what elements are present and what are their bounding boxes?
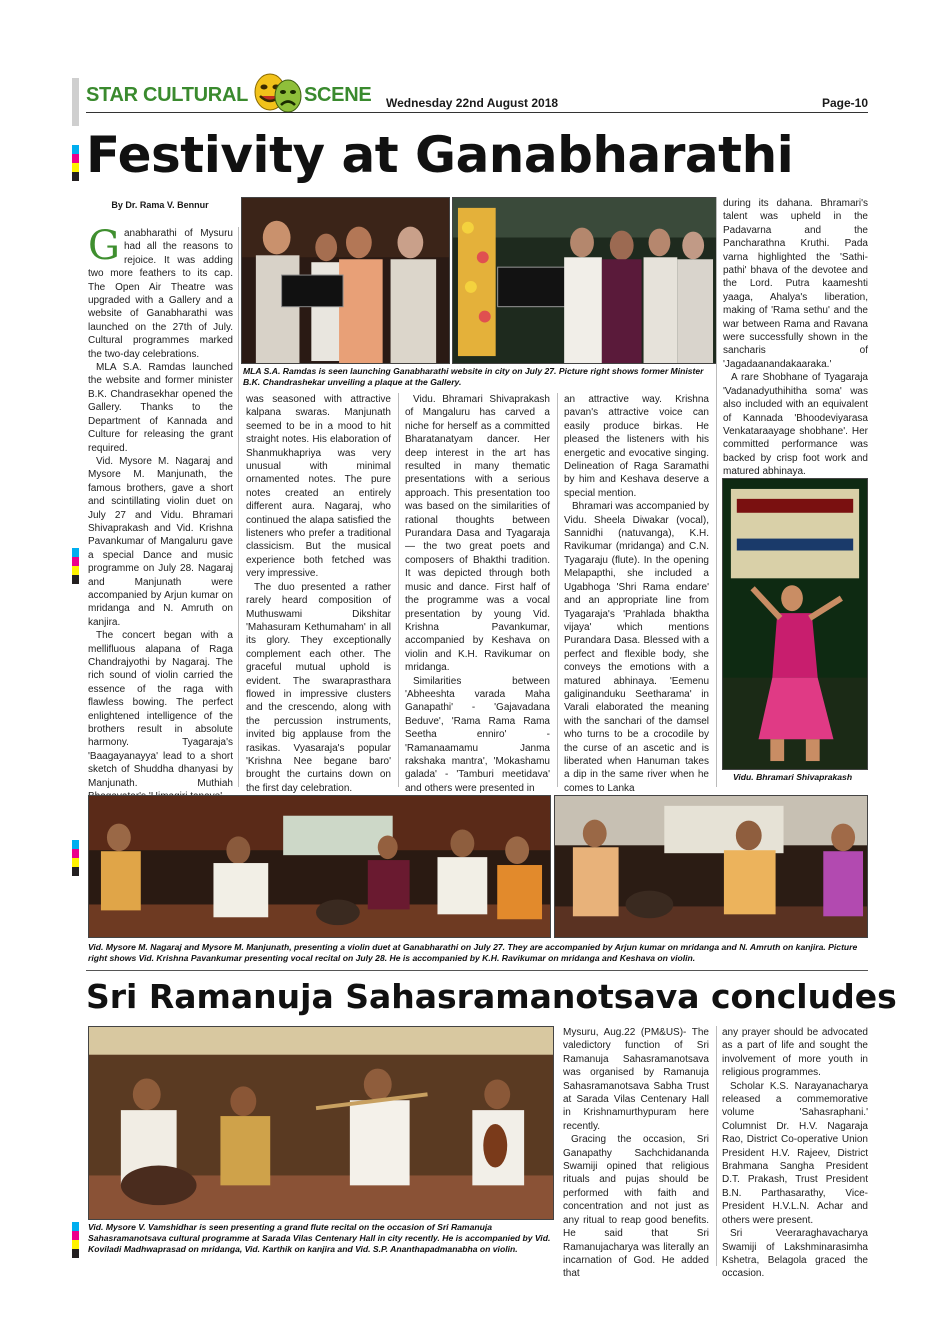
- column-divider: [398, 393, 399, 787]
- issue-date: Wednesday 22nd August 2018: [386, 96, 559, 110]
- masthead: [86, 72, 868, 114]
- story-separator: [86, 970, 868, 971]
- story1-paragraph: Vid. Mysore M. Nagaraj and Mysore M. Manjunath, the famous brothers, gave a short and scintillating violin duet on July 27 and Vidu. Bhramari Shivaprakash and Vid. Krishna Pavankumar of Mangaluru gave a special Dance and music programme on July 28. Nagaraj and Manjunath were accompanied by Arjun kumar on mridanga and N. Amruth on kanjira.: [88, 455, 233, 628]
- caption-dancer: Vidu. Bhramari Shivaprakash: [733, 772, 853, 782]
- story2-column-2: [722, 1026, 868, 1281]
- section-title-right: SCENE: [304, 84, 372, 106]
- section-title-left: STAR CULTURAL: [86, 84, 248, 106]
- story1-paragraph: during its dahana. Bhramari's talent was upheld in the Padavarna and the Pancharathna Kruthi. Pada varna highlighted the 'Sathi-pathi' bhava of the devotee and the Lord. Putra kaameshti yaaga, Ahalya's liberation, making of 'Rama sethu' and the war between Rama and Ravana were successfully shown in the sancharis of 'Jagadaanandakaaraka.': [723, 198, 868, 370]
- registration-mark: [72, 145, 79, 181]
- photo-website-launch: [241, 197, 450, 364]
- headline-ramanuja: Sri Ramanuja Sahasramanotsava concludes: [86, 977, 897, 1016]
- photo-flute-recital: [88, 1026, 554, 1220]
- story1-column-5: [723, 197, 868, 479]
- story2-paragraph: Sri Veeraraghavacharya Swamiji of Lakshminarasimha Kshetra, Belagola graced the occasion.: [722, 1228, 868, 1280]
- registration-mark: [72, 548, 79, 584]
- column-divider: [238, 227, 239, 787]
- story1-column-1: [88, 223, 233, 803]
- column-divider: [557, 393, 558, 787]
- caption-bottom-photos: Vid. Mysore M. Nagaraj and Mysore M. Manjunath, presenting a violin duet at Ganabharathi on July 27. They are accompanied by Arjun kumar on mridanga and N. Amruth on kanjira. Picture right shows Vid. Krishna Pavankumar presenting vocal recital on July 28. He is accompanied by K.H. Ravikumar on mridanga and Keshava on violin.: [88, 942, 858, 963]
- registration-mark: [72, 78, 79, 126]
- theatre-masks-logo: [246, 72, 308, 114]
- byline: By Dr. Rama V. Bennur: [111, 200, 209, 210]
- column-divider: [716, 1026, 717, 1266]
- story2-paragraph: Gracing the occasion, Sri Ganapathy Sachchidananda Swamiji opined that religious rituals and pujas should be performed with faith and concentration and not just as any ritual to reap good benefits. He said that Sri Ramanujacharya was literally an incarnation of God. He added that: [563, 1134, 709, 1280]
- story1-column-4: [564, 393, 709, 795]
- story1-paragraph: an attractive way. Krishna pavan's attractive voice can easily produce birkas. He pleased the listeners with his energetic and evocative singing. Delineation of Raga Saramathi by him and Keshava deserve a special mention.: [564, 394, 709, 499]
- story1-paragraph: MLA S.A. Ramdas launched the website and former minister B.K. Chandrasekhar opened the Gallery. Thanks to the Department of Kannada and Culture for releasing the grant required.: [88, 362, 233, 454]
- story1-paragraph: The duo presented a rather rarely heard composition of Muthuswami Dikshitar 'Mahasuram Kethumaham' in all its glory. They exceptionally complement each other. The graceful mutual uphold is evident. The swaraprasthara flowed in impressive clusters and the crescendo, along with the percussion instruments, invited big applause from the rasikas. Vyasaraja's popular 'Krishna Nee begane baro' brought the curtains down on the first day celebration.: [246, 581, 391, 794]
- story2-paragraph: Scholar K.S. Narayanacharya released a commemorative volume 'Sahasraphani.' Columnist Dr. H.V. Nagaraja Rao, District Co-operative Union President H.V. Rajeev, District Brahmana Sangha President D.T. Prakash, Trust President B.N. Parthasarathy, Vice-President H.V.L.N. Achar and others were present.: [722, 1080, 868, 1226]
- story2-column-1: [563, 1026, 709, 1281]
- masthead-rule: [86, 112, 868, 113]
- story1-paragraph: Similarities between 'Abheeshta varada Maha Ganapathi' - 'Gajavadana Beduve', 'Rama Rama Rama Seetha enniro' - 'Ramanaamamu Janma rakshaka mantra', 'Mokashamu galada' - 'Tamburi meetidava' and others were presented in: [405, 675, 550, 794]
- story2-paragraph: Mysuru, Aug.22 (PM&US)- The valedictory function of Sri Ramanuja Sahasramanotsava was organised by Ramanuja Sahasramanotsava Sabha Trust at Sarada Vilas Centenary Hall in Krishnamurthypuram here recently.: [563, 1027, 709, 1132]
- column-divider: [716, 197, 717, 787]
- photo-violin-duet: [88, 795, 551, 938]
- story1-paragraph: A rare Shobhane of Tyagaraja 'Vadanadyuthihitha soma' was also included with an equivalent of Kannada 'Bhoodeviyarasa Venkataraayage shobhane'. Her committed performance was backed by crisp foot work and matured abhinaya.: [723, 372, 868, 478]
- registration-mark: [72, 840, 79, 876]
- story1-paragraph: The concert began with a mellifluous alapana of Raga Chandrajyothi by Nagaraj. The rich sound of violin carried the essence of the raga with flawless bowing. The perfect enlightened intelligence of the brothers result in absolute harmony. Tyagaraja's 'Baagayanayya' lead to a short sketch of Shuddha dhanyasi by Manjunath. Muthiah: [88, 630, 233, 789]
- story1-column-3: [405, 393, 550, 795]
- photo-plaque-unveiling: [452, 197, 717, 364]
- headline-festivity: Festivity at Ganabharathi: [86, 126, 794, 184]
- page-number: Page-10: [821, 96, 868, 110]
- story1-paragraph: was seasoned with attractive kalpana swaras. Manjunath seemed to be in a mood to hit straight notes. His elaboration of Shanmukhapriya was very unusual with minimal ornamented notes. The pure notes created an entirely different aura. Nagaraj, who continued the alapa satisfied the listeners who prefer a traditional classicism. But the musical experience both fetched was very impressive.: [246, 394, 391, 580]
- photo-dancer: [722, 478, 868, 770]
- caption-top-photos: MLA S.A. Ramdas is seen launching Ganabharathi website in city on July 27. Picture right shows former Minister B.K. Chandrashekar unveiling a plaque at the Gallery.: [243, 366, 704, 387]
- story2-paragraph: any prayer should be advocated as a part of life and sought the involvement of more youth in religious programmes.: [722, 1027, 868, 1079]
- story1-paragraph: Vidu. Bhramari Shivaprakash of Mangaluru has carved a niche for herself as a committed Bharatanatyam dancer. Her deep interest in the art has resulted in many thematic presentations with a serious approach. This presentation too was based on the similarities of rational thoughts between Purandara Dasa and Tyagaraja — the two great poets and composers of Bhakthi tradition. It was depicted through both music and dance. First half of the programme was a vocal presentation by young Vid. Krishna Pavankumar, accompanied by Keshava on violin and K.H. Ravikumar on mridanga.: [405, 394, 550, 674]
- registration-mark: [72, 1222, 79, 1258]
- story1-column-2: [246, 393, 391, 795]
- caption-flute-recital: Vid. Mysore V. Vamshidhar is seen presenting a grand flute recital on the occasion of Sri Ramanuja Sahasramanotsava cultural programme at Sarada Vilas Centenary Hall in city recently. He is accompanied by Vid. Koviladi Madhwaprasad on mridanga, Vid. Karthik on kanjira and Vid. S.P. Ananthapadmanabha on violin.: [88, 1222, 551, 1254]
- story1-paragraph: Ganabharathi of Mysuru had all the reasons to rejoice. It was adding two more feathers to its cap. The Open Air Theatre was upgraded with a Gallery and a website of Ganabharathi was launched on the 27th of July. Cultural programmes marked the two-day celebrations.: [88, 223, 233, 360]
- photo-vocal-recital: [554, 795, 868, 938]
- drop-cap: G: [88, 223, 120, 269]
- story1-paragraph: Bhramari was accompanied by Vidu. Sheela Diwakar (vocal), Sannidhi (natuvanga), K.H. Ravikumar (mridanga) and C.N. Tyagaraju (flute). In the opening Melapapthi, she included a Ugabhoga 'Shri Rama endare' and an appropriate line from Tyagaraja's 'Prahlada bhaktha vijaya' which mentions Purandara Dasa. Blessed with a perfect and flexible body, she conveys the emotions with a matured abhinaya. 'Eemenu galiginanduku Seetharama' in Varali elaborated the meaning with the sanchari of the damsel who turns to be a crocodile by the curse of an ascetic and is liberated when Hanuman takes a dip in the same river when he comes to Lanka: [564, 501, 709, 794]
